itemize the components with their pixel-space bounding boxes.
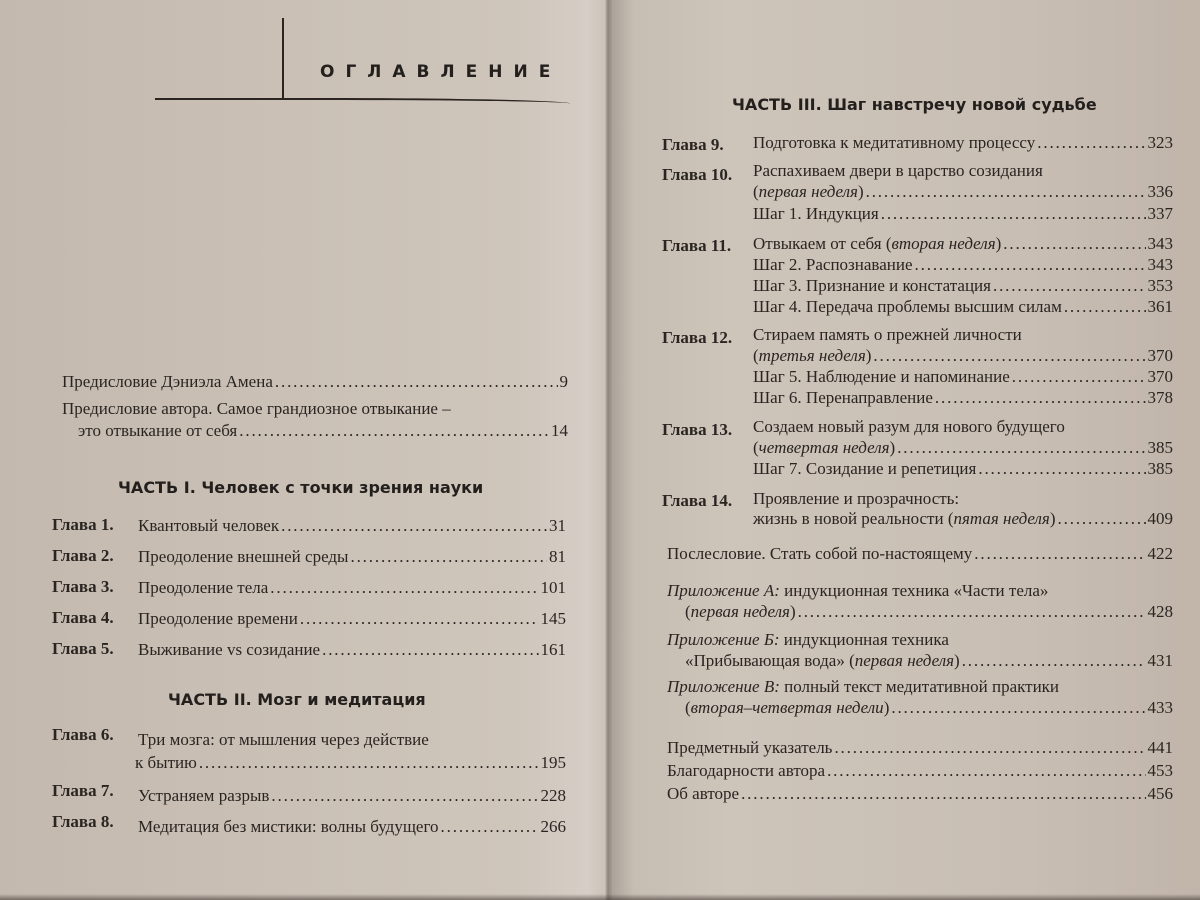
header-curved-rule: [155, 98, 570, 112]
toc-entry-foreword-author[interactable]: это отвыкание от себя . . . 14: [78, 420, 568, 441]
toc-entry-foreword-amen[interactable]: Предисловие Дэниэла Амена . . . 9: [62, 371, 568, 392]
book-gutter: [604, 0, 612, 900]
toc-entry-appendix-a[interactable]: (первая неделя) . . . 428: [685, 601, 1173, 622]
part-1-title[interactable]: ЧАСТЬ I. Человек с точки зрения науки: [118, 478, 484, 497]
toc-entry-appendix-b[interactable]: «Прибывающая вода» (первая неделя) . . . 431: [685, 650, 1173, 671]
part-2-title[interactable]: ЧАСТЬ II. Мозг и медитация: [168, 690, 426, 709]
chapter-label: Глава 10.: [662, 165, 733, 184]
toc-entry-chapter-11[interactable]: Отвыкаем от себя (вторая неделя) . . . 343: [753, 233, 1173, 254]
toc-entry-step-7[interactable]: Шаг 7. Созидание и репетиция . . . 385: [753, 458, 1173, 479]
toc-entry-appendix-c[interactable]: (вторая–четвертая недели) . . . 433: [685, 697, 1173, 718]
toc-entry-step-3[interactable]: Шаг 3. Признание и констатация . . . 353: [753, 275, 1173, 296]
chapter-label: Глава 4.: [52, 608, 114, 627]
chapter-label: Глава 13.: [662, 420, 733, 439]
toc-entry-chapter-5[interactable]: Выживание vs созидание . . . 161: [138, 639, 566, 660]
right-page: [610, 0, 1200, 900]
toc-entry-step-2[interactable]: Шаг 2. Распознавание . . . 343: [753, 254, 1173, 275]
toc-entry-chapter-12[interactable]: (третья неделя) . . . 370: [753, 345, 1173, 366]
chapter-label: Глава 7.: [52, 781, 114, 800]
toc-entry-chapter-2[interactable]: Преодоление внешней среды . . . 81: [138, 546, 566, 567]
toc-entry-chapter-13[interactable]: (четвертая неделя) . . . 385: [753, 437, 1173, 458]
chapter-label: Глава 9.: [662, 135, 724, 154]
toc-entry-step-6[interactable]: Шаг 6. Перенаправление . . . 378: [753, 387, 1173, 408]
toc-entry-chapter-7[interactable]: Устраняем разрыв . . . 228: [138, 785, 566, 806]
chapter-label: Глава 14.: [662, 491, 733, 510]
toc-header: [155, 18, 570, 108]
chapter-label: Глава 12.: [662, 328, 733, 347]
chapter-label: Глава 11.: [662, 236, 732, 255]
chapter-label: Глава 2.: [52, 546, 114, 565]
toc-entry-chapter-13-line1[interactable]: Создаем новый разум для нового будущего: [753, 417, 1065, 436]
part-3-title[interactable]: ЧАСТЬ III. Шаг навстречу новой судьбе: [732, 95, 1097, 114]
toc-entry-chapter-14-line1[interactable]: Проявление и прозрачность:: [753, 489, 960, 508]
chapter-label: Глава 6.: [52, 725, 114, 744]
toc-entry-chapter-8[interactable]: Медитация без мистики: волны будущего . . . 266: [138, 816, 566, 837]
toc-entry-foreword-author-line1[interactable]: Предисловие автора. Самое грандиозное отвыкание –: [62, 399, 451, 418]
toc-entry-chapter-12-line1[interactable]: Стираем память о прежней личности: [753, 325, 1022, 344]
toc-entry-acknowledgements[interactable]: Благодарности автора . . . 453: [667, 760, 1173, 781]
toc-entry-step-4[interactable]: Шаг 4. Передача проблемы высшим силам . . . 361: [753, 296, 1173, 317]
toc-entry-chapter-6[interactable]: к бытию . . . 195: [135, 752, 566, 773]
toc-entry-afterword[interactable]: Послесловие. Стать собой по-настоящему . . . 422: [667, 543, 1173, 564]
toc-entry-about-author[interactable]: Об авторе . . . 456: [667, 783, 1173, 804]
page-bottom-shadow: [0, 894, 1200, 900]
header-vertical-rule: [282, 18, 284, 98]
toc-entry-step-1[interactable]: Шаг 1. Индукция . . . 337: [753, 203, 1173, 224]
toc-entry-step-5[interactable]: Шаг 5. Наблюдение и напоминание . . . 370: [753, 366, 1173, 387]
toc-entry-appendix-b-line1[interactable]: Приложение Б: индукционная техника: [667, 630, 949, 649]
toc-entry-chapter-4[interactable]: Преодоление времени . . . 145: [138, 608, 566, 629]
chapter-label: Глава 1.: [52, 515, 114, 534]
toc-entry-chapter-14[interactable]: жизнь в новой реальности (пятая неделя) . . . 409: [753, 508, 1173, 529]
toc-entry-appendix-c-line1[interactable]: Приложение В: полный текст медитативной практики: [667, 677, 1060, 696]
toc-entry-chapter-10-line1[interactable]: Распахиваем двери в царство созидания: [753, 161, 1043, 180]
toc-entry-index[interactable]: Предметный указатель . . . 441: [667, 737, 1173, 758]
toc-entry-chapter-1[interactable]: Квантовый человек . . . 31: [138, 515, 566, 536]
chapter-label: Глава 8.: [52, 812, 114, 831]
toc-entry-chapter-9[interactable]: Подготовка к медитативному процессу . . . 323: [753, 132, 1173, 153]
toc-entry-chapter-3[interactable]: Преодоление тела . . . 101: [138, 577, 566, 598]
chapter-label: Глава 3.: [52, 577, 114, 596]
toc-entry-appendix-a-line1[interactable]: Приложение А: индукционная техника «Части тела»: [667, 581, 1049, 600]
chapter-label: Глава 5.: [52, 639, 114, 658]
toc-entry-chapter-10[interactable]: (первая неделя) . . . 336: [753, 181, 1173, 202]
toc-entry-chapter-6-line1[interactable]: Три мозга: от мышления через действие: [138, 730, 429, 749]
toc-title: ОГЛАВЛЕНИЕ: [320, 62, 562, 82]
